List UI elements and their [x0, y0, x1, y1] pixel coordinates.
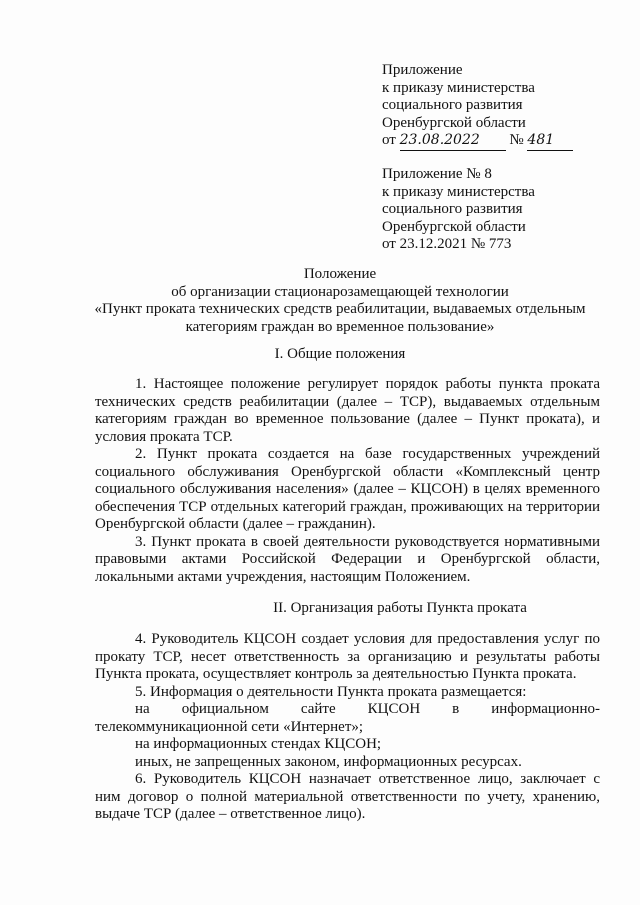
paragraph: 3. Пункт проката в своей деятельности руководствуется нормативными правовыми актами Российской Федерации и Оренбургской области, локальными актами учреждения, настоящим Положением.	[95, 533, 600, 585]
annex-line: к приказу министерства	[382, 183, 535, 200]
annex-line: социального развития	[382, 201, 523, 217]
annex-line: от 23.12.2021 № 773	[382, 236, 512, 252]
paragraph: 5. Информация о деятельности Пункта проката размещается:	[135, 683, 527, 700]
word: на	[135, 701, 150, 717]
word: информационно-	[491, 701, 600, 717]
word: в	[452, 701, 460, 717]
paragraph: 1. Настоящее положение регулирует порядок работы пункта проката технических средств реабилитации (далее – ТСР), выдаваемых отдельным категориям граждан во временное пользование (далее – Пункт проката), и условия проката ТСР.	[95, 376, 600, 445]
handwritten-number: 481	[527, 132, 573, 151]
paragraph: 4. Руководитель КЦСОН создает условия для предоставления услуг по прокату ТСР, несет ответственность за организацию и результаты работы Пункта проката, осуществляет контроль за деятельностью Пункта проката.	[95, 631, 600, 682]
annex-line: Приложение	[382, 62, 463, 78]
annex-line: Приложение № 8	[382, 166, 492, 182]
section-heading: II. Организация работы Пункта проката	[273, 600, 527, 616]
annex-date-line	[382, 132, 622, 151]
section-1-body	[95, 376, 600, 586]
word: сайте	[300, 701, 336, 717]
annex-line: Оренбургской области	[382, 218, 526, 235]
title-line: Положение	[303, 266, 377, 282]
paragraph: иных, не запрещенных законом, информационных ресурсах.	[135, 753, 522, 770]
annex-block-1	[382, 62, 622, 151]
paragraph: на информационных стендах КЦСОН;	[135, 736, 382, 752]
date-prefix: от	[382, 132, 396, 148]
annex-line: к приказу министерства	[382, 79, 535, 96]
annex-line: социального развития	[382, 97, 523, 113]
annex-block-2	[382, 166, 622, 254]
annex-line: Оренбургской области	[382, 114, 526, 131]
paragraph-justified-line	[95, 701, 600, 719]
paragraph: 6. Руководитель КЦСОН назначает ответственное лицо, заключает с ним договор о полной материальной ответственности по учету, хранению, выдаче ТСР (далее – ответственное лицо).	[95, 771, 600, 822]
word: КЦСОН	[367, 701, 421, 717]
paragraph: 2. Пункт проката создается на базе государственных учреждений социального обслуживания Оренбургской области «Комплексный центр социального обслуживания населения» (далее – КЦСОН) в целях временного обеспечения ТСР отдельных категорий граждан, проживающих на территории Оренбургской области (далее – гражданин).	[95, 446, 600, 532]
title-line: об организации стационарозамещающей технологии	[171, 283, 509, 300]
document-title	[60, 266, 620, 336]
section-heading: I. Общие положения	[274, 346, 406, 362]
section-2-body	[95, 631, 600, 824]
paragraph-continuation: телекоммуникационной сети «Интернет»;	[95, 718, 364, 735]
title-line: «Пункт проката технических средств реабилитации, выдаваемых отдельным	[94, 301, 586, 317]
title-line: категориям граждан во временное пользование»	[185, 318, 495, 335]
word: официальном	[181, 701, 269, 717]
handwritten-date: 23.08.2022	[400, 132, 506, 151]
number-prefix: №	[509, 132, 524, 148]
